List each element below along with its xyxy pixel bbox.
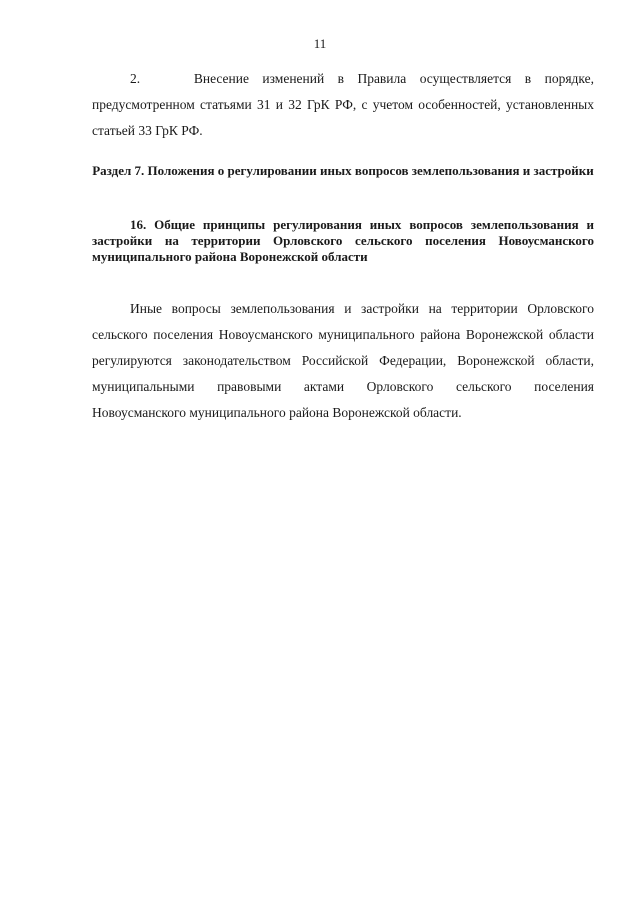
section-heading: Раздел 7. Положения о регулировании иных вопросов землепользования и застройки bbox=[92, 163, 594, 178]
article-heading: 16. Общие принципы регулирования иных вопросов землепользования и застройки на территории Орловского сельского поселения Новоусманского муниципального района Воронежской области bbox=[92, 217, 594, 264]
paragraph-amendments: 2. Внесение изменений в Правила осуществляется в порядке, предусмотренном статьями 31 и 32 ГрК РФ, с учетом особенностей, установленных статьей 33 ГрК РФ. bbox=[92, 71, 594, 138]
paragraph-other-questions: Иные вопросы землепользования и застройки на территории Орловского сельского поселения Новоусманского муниципального района Воронежской области регулируются законодательством Российской Федерации, Воронежской области, муниципальными правовыми актами Орловского сельского поселения Новоусманского муниципального района Воронежской области. bbox=[92, 301, 594, 420]
page-number: 11 bbox=[313, 36, 327, 51]
